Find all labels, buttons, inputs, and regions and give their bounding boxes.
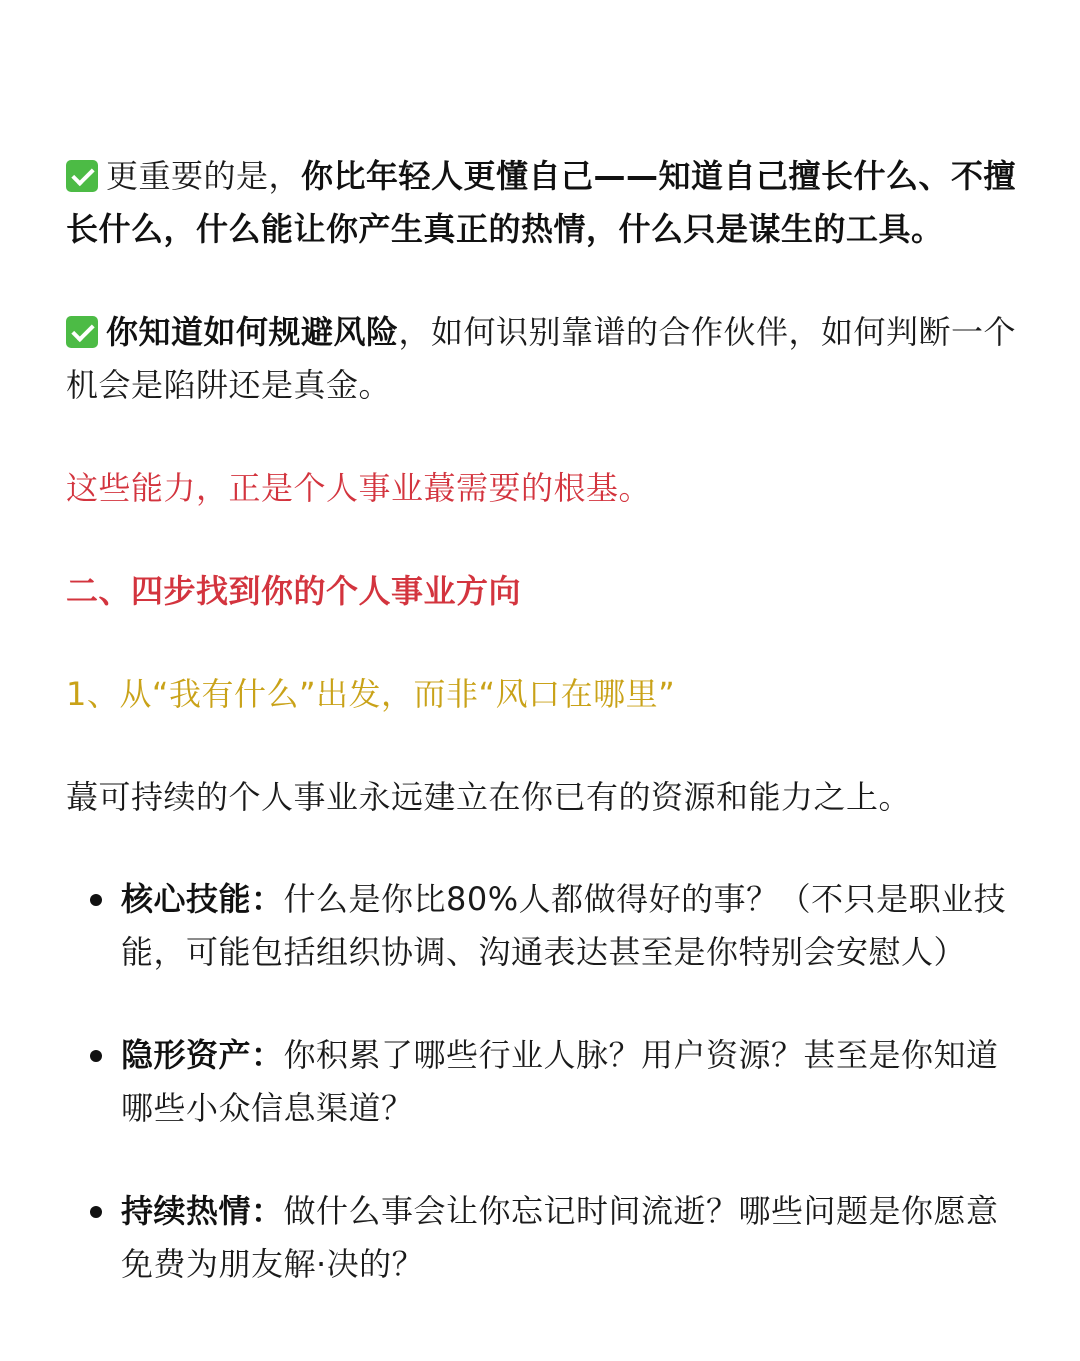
paragraph-risk-plain: ，如何识别靠谱的合作伙伴，如何判断一个机会是陷阱还是真金。 <box>66 313 1017 404</box>
list-item-label: 持续热情： <box>121 1192 284 1230</box>
section-heading: 二、四步找到你的个人事业方向 <box>66 572 522 610</box>
paragraph-risk <box>66 306 1026 412</box>
list-item-text: 你积累了哪些行业人脉？用户资源？甚至是你知道哪些小众信息渠道？ <box>121 1036 999 1127</box>
list-item <box>66 873 1026 979</box>
bullet-dot-icon <box>90 894 102 906</box>
check-mark-icon <box>66 160 98 192</box>
paragraph-risk-bold: 你知道如何规避风险 <box>106 313 399 351</box>
list-item-label: 隐形资产： <box>121 1036 284 1074</box>
list-item-text: 什么是你比80%人都做得好的事？（不只是职业技能，可能包括组织协调、沟通表达甚至是你特别会安慰人） <box>121 880 1007 971</box>
article-body <box>66 150 1026 1341</box>
paragraph-self-knowledge-bold: 你比年轻人更懂自己——知道自己擅长什么、不擅长什么，什么能让你产生真正的热情，什么只是谋生的工具。 <box>66 157 1017 248</box>
list-item-text: 做什么事会让你忘记时间流逝？哪些问题是你愿意免费为朋友解·决的？ <box>121 1192 999 1283</box>
step-heading: 1、从“我有什么”出发，而非“风口在哪里” <box>66 675 676 713</box>
list-item <box>66 1029 1026 1135</box>
bullet-dot-icon <box>90 1206 102 1218</box>
paragraph-self-knowledge-plain: 更重要的是， <box>106 157 302 195</box>
bullet-list <box>66 873 1026 1291</box>
bullet-dot-icon <box>90 1050 102 1062</box>
list-item-label: 核心技能： <box>121 880 284 918</box>
check-mark-icon <box>66 316 98 348</box>
paragraph-self-knowledge <box>66 150 1026 256</box>
highlight-statement: 这些能力，正是个人事业蕞需要的根基。 <box>66 469 652 507</box>
list-item <box>66 1185 1026 1291</box>
paragraph-intro: 蕞可持续的个人事业永远建立在你已有的资源和能力之上。 <box>66 778 912 816</box>
